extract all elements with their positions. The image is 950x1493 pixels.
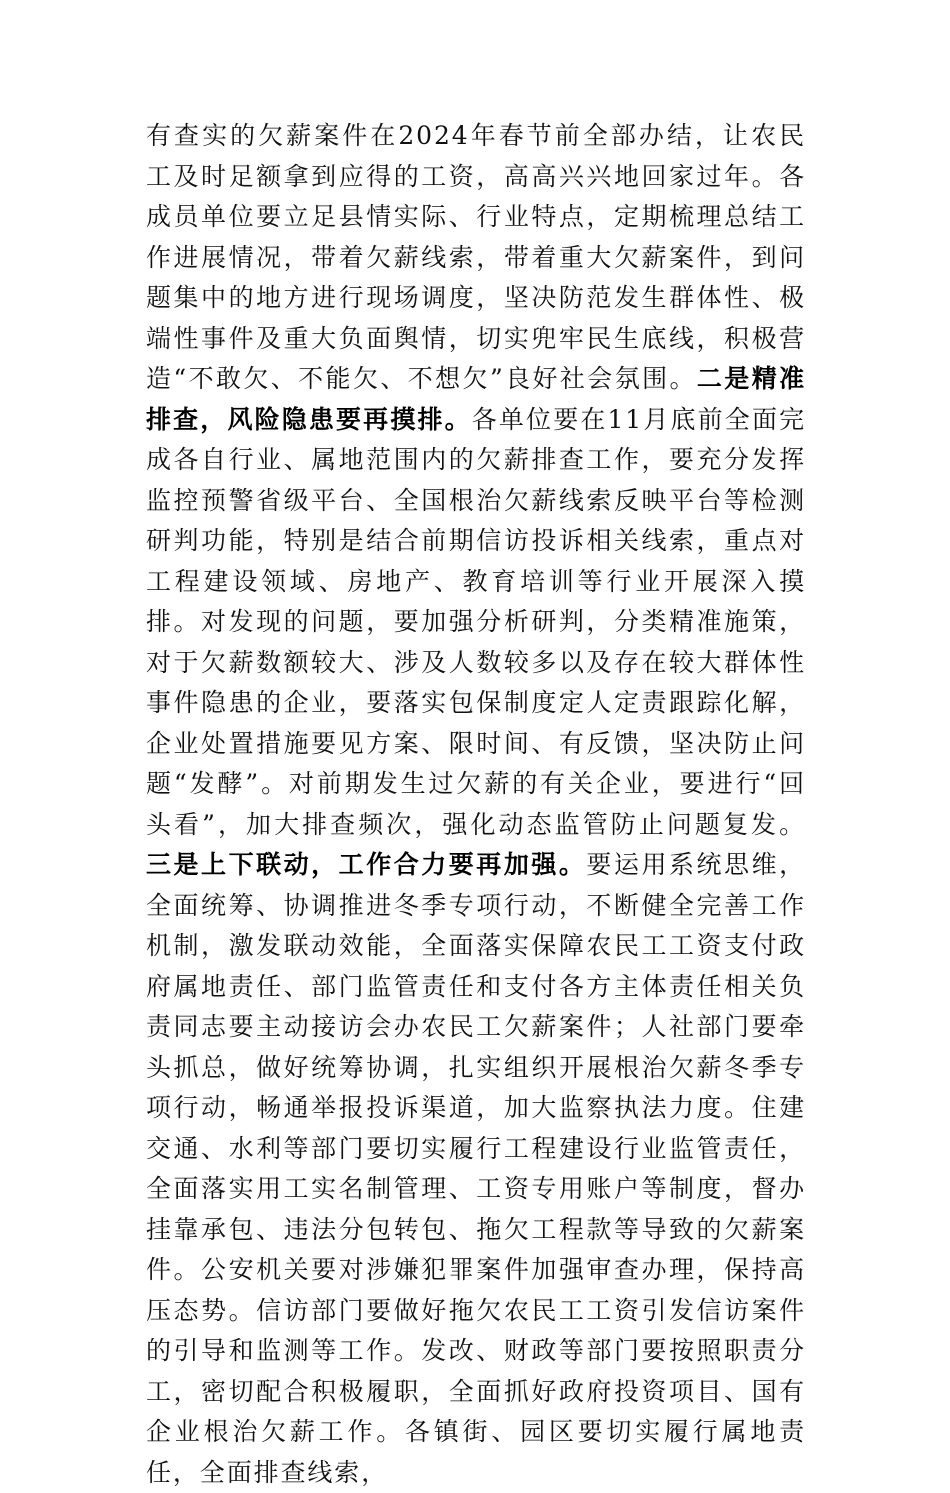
section-heading-2: 二是精准排查，风险隐患要再摸排。 (146, 364, 806, 434)
section-heading-3: 三是上下联动，工作合力要再加强。 (146, 850, 587, 879)
body-paragraph (146, 116, 806, 1493)
paragraph-text-run: 有查实的欠薪案件在2024年春节前全部办结，让农民工及时足额拿到应得的工资，高高兴兴地回家过年。各成员单位要立足县情实际、行业特点，定期梳理总结工作进展情况，带着欠薪线索，带着重大欠薪案件，到问题集中的地方进行现场调度，坚决防范发生群体性、极端性事件及重大负面舆情，切实兜牢民生底线，积极营造“不敢欠、不能欠、不想欠”良好社会氛围。 (146, 121, 806, 393)
paragraph-text-run: 各单位要在11月底前全面完成各自行业、属地范围内的欠薪排查工作，要充分发挥监控预警省级平台、全国根治欠薪线索反映平台等检测研判功能，特别是结合前期信访投诉相关线索，重点对工程建设领域、房地产、教育培训等行业开展深入摸排。对发现的问题，要加强分析研判，分类精准施策，对于欠薪数额较大、涉及人数较多以及存在较大群体性事件隐患的企业，要落实包保制度定人定责跟踪化解，企业处置措施要见方案、限时间、有反馈，坚决防止问题“发酵”。对前期发生过欠薪的有关企业，要进行“回头看”，加大排查频次，强化动态监管防止问题复发。 (146, 404, 806, 839)
paragraph-text-run: 要运用系统思维，全面统筹、协调推进冬季专项行动，不断健全完善工作机制，激发联动效能，全面落实保障农民工工资支付政府属地责任、部门监管责任和支付各方主体责任相关负责同志要主动接访会办农民工欠薪案件；人社部门要牵头抓总，做好统筹协调，扎实组织开展根治欠薪冬季专项行动，畅通举报投诉渠道，加大监察执法力度。住建交通、水利等部门要切实履行工程建设行业监管责任，全面落实用工实名制管理、工资专用账户等制度，督办挂靠承包、违法分包转包、拖欠工程款等导致的欠薪案件。公安机关要对涉嫌犯罪案件加强审查办理，保持高压态势。信访部门要做好拖欠农民工工资引发信访案件的引导和监测等工作。发改、财政等部门要按照职责分工，密切配合积极履职，全面抓好政府投资项目、国有企业根治欠薪工作。各镇街、园区要切实履行属地责任，全面排查线索， (146, 850, 807, 1487)
